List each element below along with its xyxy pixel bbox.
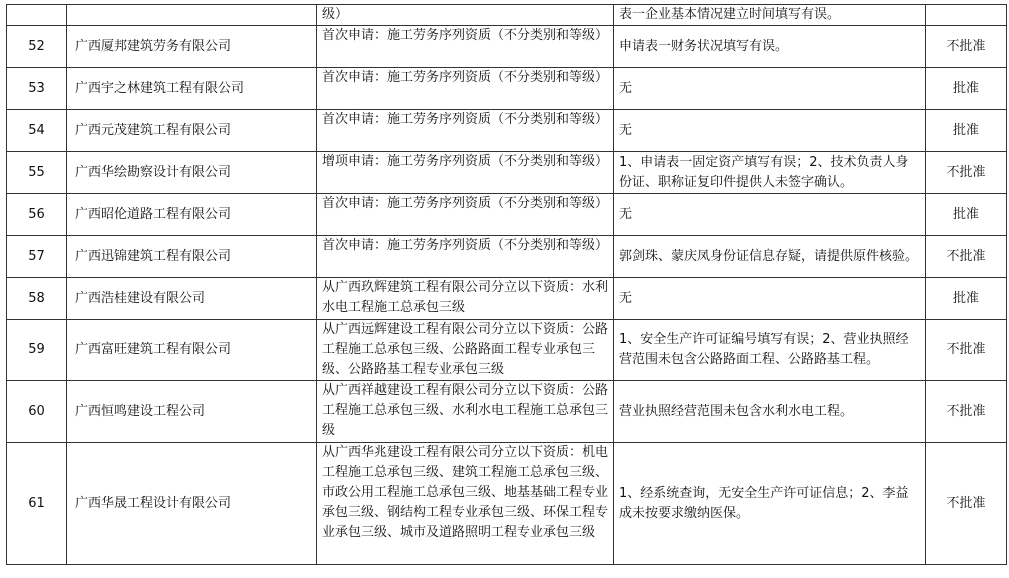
company-name: 广西厦邦建筑劳务有限公司 — [67, 26, 317, 68]
review-reason: 无 — [614, 278, 926, 320]
table-row — [7, 278, 1007, 320]
application-type: 从广西祥越建设工程有限公司分立以下资质：公路工程施工总承包三级、水利水电工程施工总承包三级 — [317, 381, 614, 443]
review-reason: 1、申请表一固定资产填写有误；2、技术负责人身份证、职称证复印件提供人未签字确认。 — [614, 152, 926, 194]
review-reason: 1、安全生产许可证编号填写有误；2、营业执照经营范围未包含公路路面工程、公路路基工程。 — [614, 320, 926, 381]
row-number — [7, 5, 67, 26]
company-name: 广西富旺建筑工程有限公司 — [67, 320, 317, 381]
review-reason: 无 — [614, 68, 926, 110]
approval-table — [6, 4, 1007, 565]
table-row — [7, 381, 1007, 443]
application-type: 首次申请：施工劳务序列资质（不分类别和等级） — [317, 26, 614, 68]
review-reason: 营业执照经营范围未包含水利水电工程。 — [614, 381, 926, 443]
row-number: 55 — [7, 152, 67, 194]
table-row — [7, 320, 1007, 381]
application-type: 增项申请：施工劳务序列资质（不分类别和等级） — [317, 152, 614, 194]
row-number: 54 — [7, 110, 67, 152]
application-type: 从广西远辉建设工程有限公司分立以下资质：公路工程施工总承包三级、公路路面工程专业承包三级、公路路基工程专业承包三级 — [317, 320, 614, 381]
review-result: 批准 — [926, 68, 1007, 110]
row-number: 61 — [7, 443, 67, 565]
table-row — [7, 236, 1007, 278]
table-row — [7, 443, 1007, 565]
review-result: 不批准 — [926, 443, 1007, 565]
review-result: 不批准 — [926, 152, 1007, 194]
review-reason: 表一企业基本情况建立时间填写有误。 — [614, 5, 926, 26]
application-type: 级） — [317, 5, 614, 26]
company-name: 广西迅锦建筑工程有限公司 — [67, 236, 317, 278]
application-type: 首次申请：施工劳务序列资质（不分类别和等级） — [317, 236, 614, 278]
company-name: 广西元茂建筑工程有限公司 — [67, 110, 317, 152]
review-result: 批准 — [926, 278, 1007, 320]
table-row — [7, 194, 1007, 236]
table-row — [7, 5, 1007, 26]
review-reason: 无 — [614, 110, 926, 152]
table-row — [7, 68, 1007, 110]
application-type: 首次申请：施工劳务序列资质（不分类别和等级） — [317, 68, 614, 110]
row-number: 57 — [7, 236, 67, 278]
row-number: 52 — [7, 26, 67, 68]
table-row — [7, 110, 1007, 152]
company-name: 广西浩桂建设有限公司 — [67, 278, 317, 320]
company-name: 广西恒鸣建设工程公司 — [67, 381, 317, 443]
application-type: 首次申请：施工劳务序列资质（不分类别和等级） — [317, 110, 614, 152]
review-result: 不批准 — [926, 320, 1007, 381]
row-number: 58 — [7, 278, 67, 320]
review-result: 批准 — [926, 110, 1007, 152]
review-result: 不批准 — [926, 26, 1007, 68]
company-name: 广西昭伦道路工程有限公司 — [67, 194, 317, 236]
review-result — [926, 5, 1007, 26]
table-row — [7, 26, 1007, 68]
row-number: 53 — [7, 68, 67, 110]
row-number: 60 — [7, 381, 67, 443]
application-type: 从广西华兆建设工程有限公司分立以下资质：机电工程施工总承包三级、建筑工程施工总承包三级、市政公用工程施工总承包三级、地基基础工程专业承包三级、钢结构工程专业承包三级、环保工程专业承包三级、城市及道路照明工程专业承包三级 — [317, 443, 614, 565]
review-reason: 申请表一财务状况填写有误。 — [614, 26, 926, 68]
application-type: 首次申请：施工劳务序列资质（不分类别和等级） — [317, 194, 614, 236]
review-result: 批准 — [926, 194, 1007, 236]
row-number: 56 — [7, 194, 67, 236]
review-reason: 1、经系统查询，无安全生产许可证信息；2、李益成未按要求缴纳医保。 — [614, 443, 926, 565]
table-row — [7, 152, 1007, 194]
review-result: 不批准 — [926, 236, 1007, 278]
review-result: 不批准 — [926, 381, 1007, 443]
review-reason: 郭剑珠、蒙庆凤身份证信息存疑，请提供原件核验。 — [614, 236, 926, 278]
row-number: 59 — [7, 320, 67, 381]
company-name: 广西宇之林建筑工程有限公司 — [67, 68, 317, 110]
review-reason: 无 — [614, 194, 926, 236]
application-type: 从广西玖辉建筑工程有限公司分立以下资质：水利水电工程施工总承包三级 — [317, 278, 614, 320]
company-name: 广西华绘勘察设计有限公司 — [67, 152, 317, 194]
company-name — [67, 5, 317, 26]
company-name: 广西华晟工程设计有限公司 — [67, 443, 317, 565]
